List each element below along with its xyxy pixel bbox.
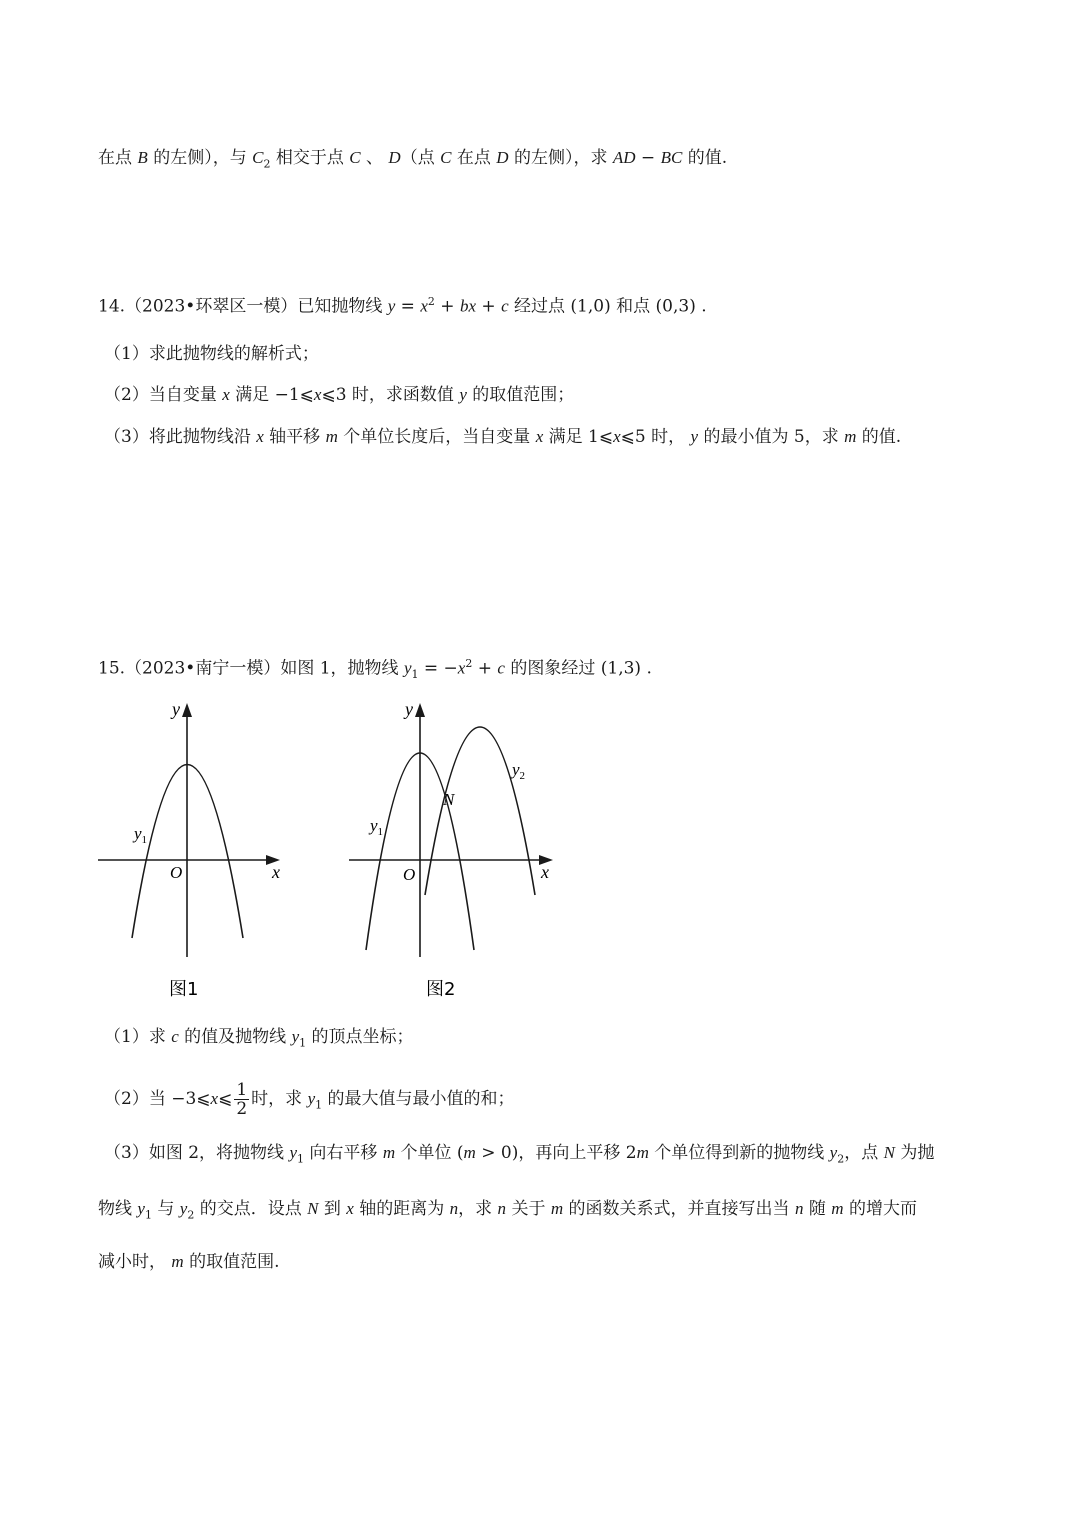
fig2-curve1-label: $y_1$ <box>370 816 384 838</box>
q15-part3-line3: 减小时， m 的取值范围. <box>98 1252 280 1272</box>
fig2-parabola-y2 <box>425 727 535 895</box>
figure-2 <box>343 695 573 1005</box>
fig1-x-label: x <box>272 862 280 882</box>
q15-part3-line1: （3）如图 2，将抛物线 $y_1$ 向右平移 m 个单位 (m > 0)，再向上平移 2m 个单位得到新的抛物线 $y_2$，点 N 为抛 <box>104 1143 935 1166</box>
fig2-x-label: x <box>541 862 549 882</box>
q14-stem: 14.（2023•环翠区一模）已知抛物线 $y = x^2$ + bx + c 经过点 (1,0) 和点 (0,3) . <box>98 295 707 317</box>
fig2-point-n-label: N <box>443 790 455 809</box>
fig1-y-arrow <box>182 703 192 717</box>
fig1-curve-label: $y_1$ <box>134 824 148 846</box>
figure-1 <box>92 695 302 1005</box>
fraction-one-half: $\frac{1}{2}$ <box>236 1080 248 1119</box>
q14-part2: （2）当自变量 x 满足 −1⩽x⩽3 时，求函数值 y 的取值范围； <box>104 385 575 405</box>
fig1-caption: 图1 <box>169 979 199 1000</box>
fig1-origin-label: O <box>170 863 183 882</box>
fig2-caption: 图2 <box>426 979 456 1000</box>
fig2-y-label: y <box>405 699 413 719</box>
q15-part3-line2: 物线 $y_1$ 与 $y_2$ 的交点．设点 N 到 x 轴的距离为 n，求 n 关于 m 的函数关系式，并直接写出当 n 随 m 的增大而 <box>98 1199 917 1222</box>
q13-tail: 在点 B 的左侧），与 $C_2$ 相交于点 C 、 D（点 C 在点 D 的左侧），求 AD − BC 的值. <box>98 148 728 171</box>
fig2-curve2-label: $y_2$ <box>512 760 526 782</box>
q14-part3: （3）将此抛物线沿 x 轴平移 m 个单位长度后，当自变量 x 满足 1⩽x⩽5 时， y 的最小值为 5，求 m 的值. <box>104 427 902 447</box>
q14-part1: （1）求此抛物线的解析式； <box>104 344 319 364</box>
q15-stem: 15.（2023•南宁一模）如图 1，抛物线 $y_1 = -x^2 + c$ 的图象经过 (1,3) . <box>98 657 652 682</box>
fig1-y-label: y <box>172 699 180 719</box>
q15-part2: （2）当 −3⩽x⩽ $\frac{1}{2}$ 时，求 $y_1$ 的最大值与最小值的和； <box>104 1080 515 1119</box>
q15-part1: （1）求 c 的值及抛物线 $y_1$ 的顶点坐标； <box>104 1027 414 1050</box>
fig2-y-arrow <box>415 703 425 717</box>
fig2-origin-label: O <box>403 865 416 884</box>
